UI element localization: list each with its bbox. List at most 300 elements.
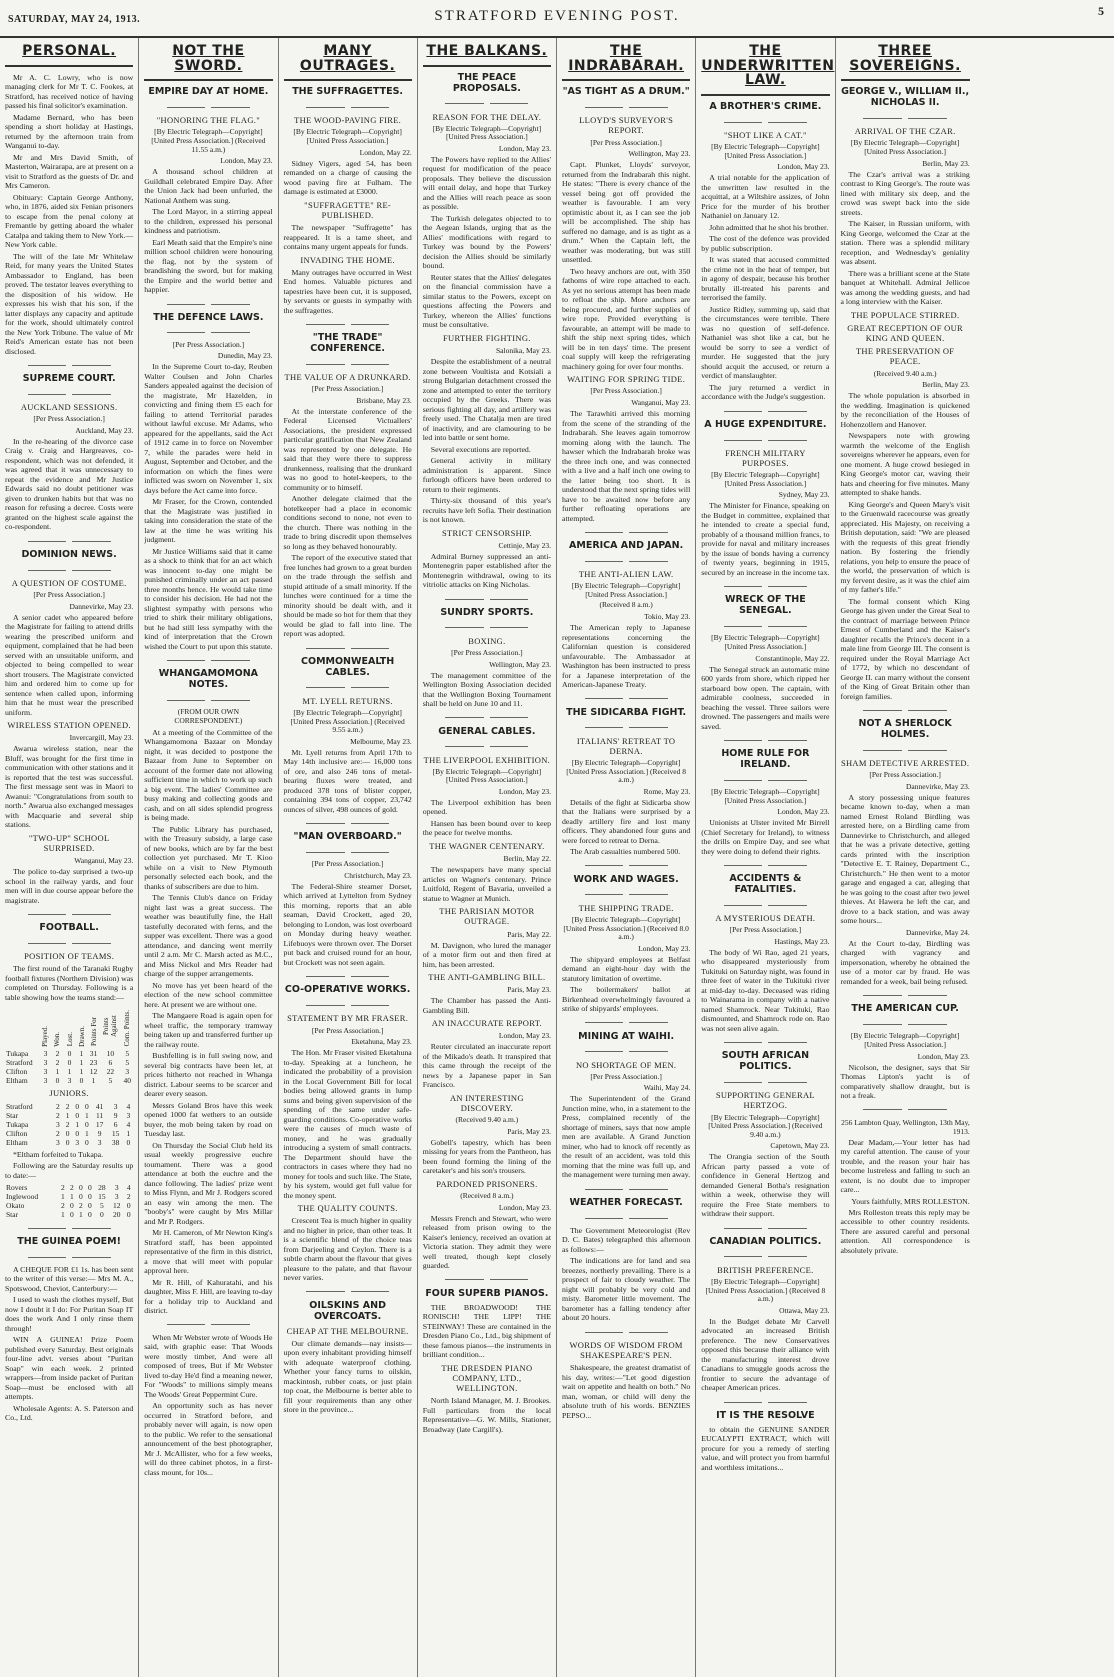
table-cell: 2 bbox=[65, 1101, 70, 1111]
column-header-label: Com. Points. bbox=[123, 1009, 132, 1047]
article-paragraph: THE BROADWOOD! THE RONISCH! THE LIPP! THE STEINWAY! These are contained in the Dresden Piano Co., Ltd., big shipment of these famous pianos—the instruments in brilliant condition... bbox=[422, 1302, 551, 1360]
dateline: Wellington, May 23. bbox=[628, 149, 691, 159]
article-paragraph: Many outrages have occurred in West End homes. Valuable pictures and tapestries have been cut, it is supposed, by servants or guests in sympathy with the suffragettes. bbox=[283, 267, 412, 315]
table-cell: 2 bbox=[55, 1049, 60, 1059]
wire-credit: (Received 9.40 a.m.) bbox=[873, 368, 937, 378]
divider bbox=[701, 860, 829, 869]
article-paragraph: The Arab casualties numbered 500. bbox=[570, 847, 681, 857]
column-headline: PERSONAL. bbox=[22, 43, 117, 59]
subheading: JUNIORS. bbox=[49, 1088, 89, 1099]
table-cell: 10 bbox=[106, 1049, 115, 1059]
table-cell: 1 bbox=[70, 1192, 74, 1202]
dateline: London, May 22. bbox=[359, 147, 412, 157]
table-cell: 23 bbox=[89, 1058, 98, 1068]
section-heading: THE SUFFRAGETTES. bbox=[292, 86, 404, 98]
table-cell: 0 bbox=[70, 1201, 74, 1211]
table-cell: 15 bbox=[111, 1128, 120, 1138]
table-row bbox=[5, 1138, 133, 1147]
article-paragraph: The newspaper "Suffragette" has reappeared. It is a tame sheet, and contains many urgent appeals for funds. bbox=[283, 223, 412, 252]
subheading: GREAT RECEPTION OF OUR KING AND QUEEN. bbox=[847, 322, 964, 344]
table-cell: 6 bbox=[108, 1058, 113, 1068]
section-heading: CO-OPERATIVE WORKS. bbox=[284, 984, 411, 996]
divider bbox=[841, 79, 970, 81]
table-cell: 0 bbox=[79, 1192, 83, 1202]
wire-credit: [By Electric Telegraph—Copyright] [United Press Association.] bbox=[711, 142, 820, 160]
article-paragraph: The indications are for land and sea breezes, northerly prevailing. There is a prospect of fair to cloudy weather. The night will probably be very cold and misty. Barometer little movement. The barometer has a falling tendency after about 20 hours. bbox=[562, 1256, 691, 1323]
divider bbox=[701, 621, 829, 630]
subheading: AN INACCURATE REPORT. bbox=[431, 1018, 542, 1029]
divider bbox=[562, 527, 690, 536]
subheading: AN INTERESTING DISCOVERY. bbox=[449, 1092, 524, 1114]
table-cell: 5 bbox=[99, 1201, 104, 1211]
table-cell: 0 bbox=[75, 1101, 80, 1111]
divider bbox=[562, 1327, 690, 1336]
section-heading: EMPIRE DAY AT HOME. bbox=[148, 86, 269, 98]
article-paragraph: There was a brilliant scene at the State banquet at Whitehall. Admiral Jellicoe was among the wedding guests, and had a long interview with the Kaiser. bbox=[840, 268, 970, 307]
article-paragraph: The Powers have replied to the Allies' request for modification of the peace proposals. They believe the discussion will entail delay, and hope that Turkey and the Allies will reach peace as soon as possible. bbox=[422, 154, 551, 212]
column-header-label: Won. bbox=[53, 1031, 62, 1047]
article-paragraph: The formal consent which King George has given under the Great Seal to the contract of marriage between Prince Ernest of Cumberland and the Kaiser's daughter recalls the Prince's decent in a male line from George III. The consent is required under the Royal Marriage Act of 1772, by which no descendant of George II. can marry without the consent of the King of Great Britain other than foreign families. bbox=[840, 596, 970, 701]
divider bbox=[284, 1000, 412, 1009]
article-paragraph: The will of the late Mr Whitelaw Reid, for many years the United States Ambassador to England, has been proved. The testator leaves everything to the disposition of his widow. He expresses his wish that his son, if the latter displays any capacity and aptitude for the work, should ultimately control the New York Tribune. The value of Mr Reid's American estate has not been disclosed. bbox=[5, 251, 134, 356]
article-paragraph: Bushfelling is in full swing now, and several big contracts have been let, at prices hitherto not reached in Whanga district. Labour seems to be scarcer and dearer every season. bbox=[144, 1051, 273, 1098]
dateline: Waihi, May 24. bbox=[643, 1083, 691, 1093]
wire-credit: [By Electric Telegraph—Copyright] [United Press Association.] (Received 9.55 a.m.) bbox=[290, 707, 405, 735]
article-paragraph: The Senegal struck an automatic mine 600 yards from shore, which ripped her starboard bow open. The captain, with admirable coolness, succeeded in beaching the vessel. Three sailors were drowned. The passengers and mails were saved. bbox=[701, 664, 830, 731]
column-header-label: Played. bbox=[41, 1025, 50, 1047]
standings-table bbox=[5, 1005, 133, 1085]
subheading: ITALIANS' RETREAT TO DERNA. bbox=[576, 735, 676, 756]
table-cell: 17 bbox=[95, 1119, 104, 1129]
table-cell: 2 bbox=[61, 1183, 65, 1193]
divider bbox=[284, 1287, 412, 1296]
divider bbox=[562, 556, 690, 565]
subheading: THE ANTI-GAMBLING BILL. bbox=[428, 972, 546, 982]
wire-credit: (FROM OUR OWN CORRESPONDENT.) bbox=[174, 707, 243, 725]
dateline: Tokio, May 23. bbox=[644, 612, 691, 622]
wire-credit: [By Electric Telegraph—Copyright] [United Press Association.] (Received 8 a.m.) bbox=[705, 1277, 826, 1304]
section-heading: THE DEFENCE LAWS. bbox=[153, 311, 264, 323]
column-header bbox=[100, 1005, 122, 1049]
article-paragraph: It was stated that accused committed the crime not in the heat of temper, but in agony of despair, because his brother brutally ill-treated his parents and terrorised the family. bbox=[701, 255, 830, 303]
table-row bbox=[5, 1183, 133, 1192]
table-cell: 1 bbox=[126, 1128, 131, 1138]
article-paragraph: The report of the executive stated that free lunches had grown to a great burden on the trade through the selfish and stupid attitude of a small minority. If the lunches were continued for a time the minority should be dealt with, and it should be made so hot for them that they would be glad to fall into line. The report was adopted. bbox=[283, 553, 412, 639]
table-cell: Star bbox=[6, 1210, 19, 1220]
divider bbox=[841, 990, 970, 999]
section-heading: THE PEACE PROPOSALS. bbox=[452, 71, 521, 94]
article-paragraph: At a meeting of the Committee of the Whangamomona Bazaar on Monday night, it was decided to postpone the Bazaar from June to September on account of the former date not allowing sufficient time in which to work up such a big event. The ladies' Committee are busy making and collecting goods and cash, and on all sides splendid progress is being made. bbox=[144, 727, 273, 822]
divider bbox=[562, 723, 690, 732]
article-paragraph: The Turkish delegates objected to to the Aegean Islands, urging that as the Allies' modifications with regard to Turkey was bound by the Powers' decision the Allies should be similarly bound. bbox=[422, 213, 551, 271]
divider bbox=[841, 745, 970, 754]
standings-table bbox=[5, 1183, 133, 1219]
section-heading: IT IS THE RESOLVE bbox=[716, 1409, 815, 1421]
article-paragraph: Hansen has been bound over to keep the peace for twelve months. bbox=[422, 818, 551, 838]
divider bbox=[5, 938, 133, 947]
subheading: PARDONED PRISONERS. bbox=[436, 1178, 538, 1189]
article-paragraph: Wholesale Agents: A. S. Paterson and Co., Ltd. bbox=[5, 1403, 134, 1423]
column-header-label: Drawn. bbox=[77, 1025, 86, 1047]
article-paragraph: Despite the establishment of a neutral zone between Voultista and Kotsiali a strong Bulgarian detachment crossed the zone and attempted to enter the territory occupied by the Greeks. There was serious fighting all day, and artillery was freely used. The Chatalja men are tired of inactivity, and are clamouring to be led into battle or sent home. bbox=[422, 357, 551, 443]
subheading: WORDS OF WISDOM FROM SHAKESPEARE'S PEN. bbox=[569, 1339, 683, 1361]
article-paragraph: Another delegate claimed that the hotelkeeper had a place in economic conditions second to none, not even to the church. There was nothing in the trade to bring discredit upon themselves so long as they behaved honourably. bbox=[283, 494, 412, 551]
table-row bbox=[5, 1049, 133, 1058]
table-cell: 9 bbox=[113, 1110, 118, 1120]
article-paragraph: WIN A GUINEA! Prize Poem published every Saturday. Best originals four-line advt. verses about "Puritan Soap" win each week. 2 printed wrappers—from inside packet of Puritan Soap—must be enclosed with all attempts. bbox=[5, 1335, 134, 1402]
table-header-row bbox=[5, 1005, 133, 1049]
dateline: Christchurch, May 23. bbox=[344, 870, 412, 880]
table-cell: 0 bbox=[84, 1119, 89, 1129]
table-cell: 0 bbox=[88, 1210, 92, 1220]
article-paragraph: Mrs Rolleston treats this reply may be accessible to other country residents. There are assured careful and personal attention. All correspondence is absolutely private. bbox=[840, 1207, 970, 1255]
table-cell: 0 bbox=[65, 1137, 70, 1147]
divider bbox=[562, 1047, 690, 1056]
divider bbox=[841, 1019, 970, 1028]
subheading: THE SHIPPING TRADE. bbox=[578, 902, 674, 913]
article-paragraph: In the re-hearing of the divorce case Craig v. Craig and Hargreaves, co-respondent, which was not defended, it was agreed that it was unnecessary to repeat the evidence and Mr Justice Edwards said no doubt petitioner was given to drunken habits but that was no reason for refusing a decree. Costs were granted on the highest scale against the co-respondent. bbox=[5, 436, 134, 532]
article-paragraph: The police to-day surprised a two-up school in the railway yards, and four men will in due course appear before the magistrate. bbox=[5, 867, 134, 905]
subheading: POSITION OF TEAMS. bbox=[24, 951, 115, 962]
table-cell: 31 bbox=[89, 1049, 98, 1059]
dateline: Berlin, May 22. bbox=[503, 854, 551, 864]
section-heading: A BROTHER'S CRIME. bbox=[709, 101, 822, 113]
table-cell: 3 bbox=[114, 1183, 119, 1193]
table-cell: 5 bbox=[108, 1076, 113, 1086]
table-cell: 3 bbox=[43, 1076, 48, 1086]
article-paragraph: Thirty-six thousand of this year's recruits have left Sofia. Their destination is not known. bbox=[422, 496, 551, 525]
article-paragraph: Gobell's tapestry, which has been missing for years from the Pantheon, has been found forming the lining of the caretaker's and his son's trousers. bbox=[422, 1137, 551, 1176]
article-paragraph: Sidney Vigers, aged 54, has been remanded on a charge of causing the wood paving fire at Fulham. The damage is estimated at £3000. bbox=[283, 158, 412, 197]
table-cell: 3 bbox=[114, 1192, 119, 1202]
column-header-label: Points For bbox=[89, 1017, 98, 1047]
article-paragraph: Awarua wireless station, near the Bluff, was brought for the first time in communication with other stations and it is reported that the test was successful. The first message sent was in Maori to Awanui: "Congratulations from south to north." Awarua also exchanged messages with Macquarie and several ship stations. bbox=[5, 744, 134, 830]
wire-credit: [Per Press Association.] bbox=[172, 339, 245, 349]
wire-credit: [Per Press Association.] bbox=[590, 137, 662, 147]
table-cell: 0 bbox=[99, 1210, 104, 1220]
subheading: NO SHORTAGE OF MEN. bbox=[575, 1059, 677, 1070]
table-cell: 3 bbox=[43, 1049, 48, 1059]
subheading: A MYSTERIOUS DEATH. bbox=[715, 913, 816, 923]
section-heading: WHANGAMOMONA NOTES. bbox=[158, 668, 258, 691]
dateline: Paris, May 23. bbox=[507, 985, 551, 995]
divider bbox=[423, 742, 551, 751]
section-heading: "MAN OVERBOARD." bbox=[293, 831, 402, 843]
article-paragraph: Dear Madam,—Your letter has had my careful attention. The cause of your trouble, and the reason your hair has become lustreless and falling to such an extent, is no doubt due to improper care... bbox=[840, 1137, 970, 1195]
wire-credit: [Per Press Association.] bbox=[590, 1071, 662, 1081]
divider bbox=[144, 328, 272, 337]
column-header bbox=[64, 1005, 76, 1049]
section-heading: GENERAL CABLES. bbox=[438, 725, 536, 737]
divider bbox=[562, 79, 690, 81]
wire-credit: [Per Press Association.] bbox=[590, 386, 662, 396]
table-cell: 6 bbox=[113, 1119, 118, 1129]
dateline: Wanganui, May 23. bbox=[74, 856, 134, 866]
table-cell: 0 bbox=[65, 1128, 70, 1138]
table-cell: 0 bbox=[84, 1101, 89, 1111]
divider bbox=[144, 655, 272, 664]
article-paragraph: The Orangia section of the South African party passed a vote of confidence in General Hertzog and demanded General Botha's resignation within a week, otherwise they will require the Free State members to withdraw their support. bbox=[701, 1152, 830, 1219]
subheading: FRENCH MILITARY PURPOSES. bbox=[725, 447, 806, 469]
article-paragraph: John admitted that he shot his brother. bbox=[709, 222, 829, 232]
divider bbox=[284, 319, 412, 328]
article-paragraph: The newspapers have many special articles on Wagner's centenary. Prince Luitfold, Regent of Bavaria, unveiled a statue to Wagner at Munich. bbox=[422, 865, 551, 903]
subheading: ARRIVAL OF THE CZAR. bbox=[854, 126, 956, 137]
dateline: Hastings, May 23. bbox=[774, 936, 830, 946]
article-paragraph: The body of Wi Rao, aged 21 years, who disappeared mysteriously from Tukituki on Saturday night, was found in three feet of water in the Tukituki river at mid-day to-day. Deceased was riding to Wainarama in company with a native named Shamrock. Near Tukituki, Rao dismounted, and Shamrock rode on. Rao was not seen alive again. bbox=[701, 947, 830, 1033]
wire-credit: [By Electric Telegraph—Copyright] [United Press Association.] bbox=[711, 633, 820, 651]
wire-credit: (Received 8 a.m.) bbox=[460, 1191, 514, 1201]
dateline: London, May 23. bbox=[638, 943, 691, 953]
divider bbox=[562, 1184, 690, 1193]
column-headline: THE INDRABARAH. bbox=[568, 43, 685, 74]
subheading: THE WOOD-PAVING FIRE. bbox=[294, 115, 402, 126]
news-column bbox=[696, 38, 835, 1677]
dateline: Berlin, May 23. bbox=[922, 380, 970, 390]
table-cell: 3 bbox=[43, 1067, 48, 1077]
wire-credit: [Per Press Association.] bbox=[311, 859, 384, 869]
article-paragraph: Several executions are reported. bbox=[430, 444, 531, 454]
dateline: Dunedin, May 23. bbox=[217, 351, 273, 361]
subheading: THE DRESDEN PIANO COMPANY, LTD., WELLINGTON. bbox=[441, 1362, 533, 1393]
column-header bbox=[51, 1005, 63, 1049]
divider bbox=[562, 102, 690, 111]
subheading: THE LIVERPOOL EXHIBITION. bbox=[423, 754, 551, 765]
table-cell: 0 bbox=[70, 1210, 74, 1220]
table-cell: Okato bbox=[6, 1201, 25, 1211]
article-paragraph: The shipyard employees at Belfast demand an eight-hour day with the statutory limitation of overtime. bbox=[562, 954, 691, 983]
table-cell: 3 bbox=[56, 1137, 60, 1147]
table-cell: 5 bbox=[125, 1049, 130, 1059]
article-paragraph: Capt. Plunket, Lloyds' surveyor, returned from the Indrabarah this night. He states: "There is every chance of the vessel being got off provided the weather is favourable. I am very optimistic about it, as I can see the job will be accomplished. The ship has suffered no damage, and is as tight as a drum." When the Captain left, the weather was moderating, but was still unsettled. bbox=[562, 160, 691, 265]
subheading: FURTHER FIGHTING. bbox=[443, 332, 531, 343]
table-row bbox=[5, 1192, 133, 1201]
subheading: LLOYD'S SURVEYOR'S REPORT. bbox=[579, 115, 674, 136]
table-cell: 4 bbox=[126, 1101, 131, 1111]
article-paragraph: *Eltham forfeited to Tukapa. bbox=[13, 1149, 104, 1159]
divider bbox=[562, 694, 690, 703]
news-column bbox=[139, 38, 278, 1677]
divider bbox=[144, 79, 272, 81]
columns bbox=[0, 38, 1114, 1677]
column-header bbox=[39, 1005, 51, 1049]
table-cell: Clifton bbox=[6, 1067, 28, 1077]
page-number: 5 bbox=[1098, 4, 1104, 18]
article-paragraph: The Government Meteorologist (Rev D. C. Bates) telegraphed this afternoon as follows:— bbox=[562, 1225, 691, 1254]
divider bbox=[5, 536, 133, 545]
divider bbox=[701, 117, 829, 126]
article-paragraph: The Hon. Mr Fraser visited Eketahuna to-day. Speaking at a luncheon, he indicated the probability of a provision in the Local Government Bill for local bodies being allowed grants in lump sums and being given supervision of the spending of the same under safe-guarding conditions. Co-operative works were the causes of much waste of money, and he was gradually introducing a system of small contracts. The Department should have the contractors in cases where they had no money for tools and such like. The State, by his system, would get full value for the money spent. bbox=[283, 1048, 412, 1200]
wire-credit: [By Electric Telegraph—Copyright] [United Press Association.] (Received 11.55 a.m.) bbox=[151, 127, 266, 154]
issue-date: SATURDAY, MAY 24, 1913. bbox=[8, 14, 141, 25]
article-paragraph: Newspapers note with growing warmth the welcome of the English sovereigns wherever he appears, even for one moment. A huge crowd besieged in King George's motor car, waving their hats and cheering for five minutes. Many attempted to shake hands. bbox=[840, 431, 970, 498]
dateline: London, May 23. bbox=[498, 786, 551, 796]
table-cell: 1 bbox=[61, 1192, 65, 1202]
article-paragraph: to obtain the GENUINE SANDER EUCALYPTI EXTRACT, which will procure for you a remedy of sterling value, and will protect you from harmful and worthless imitations... bbox=[701, 1424, 830, 1472]
dateline: London, May 23. bbox=[498, 1031, 551, 1041]
table-cell: 1 bbox=[65, 1110, 70, 1120]
article-paragraph: Nicolson, the designer, says that Sir Thomas Lipton's yacht is of comparatively shallow draught, but is not a freak. bbox=[840, 1062, 970, 1101]
article-paragraph: Unionists at Ulster invited Mr Birrell (Chief Secretary for Ireland), to witness the drills on Empire Day, and see what they were doing to defend their rights. bbox=[701, 818, 830, 856]
table-cell: 3 bbox=[126, 1110, 131, 1120]
subheading: "SUFFRAGETTE" RE-PUBLISHED. bbox=[304, 199, 392, 220]
table-cell: 12 bbox=[112, 1201, 121, 1211]
table-cell: Tukapa bbox=[6, 1119, 29, 1129]
table-cell: 2 bbox=[70, 1183, 74, 1193]
subheading: "HONORING THE FLAG." bbox=[156, 115, 260, 126]
article-paragraph: A thousand school children at Guildhall celebrated Empire Day. After the Union Jack had been unfurled, the National Anthem was sung. bbox=[144, 167, 273, 205]
wire-credit: [Per Press Association.] bbox=[311, 384, 384, 394]
table-cell: 15 bbox=[98, 1192, 106, 1202]
table-cell: 4 bbox=[126, 1183, 131, 1193]
dateline: Paris, May 22. bbox=[507, 929, 551, 939]
divider bbox=[701, 94, 829, 96]
subheading: "SHOT LIKE A CAT." bbox=[723, 129, 807, 140]
subheading: WAITING FOR SPRING TIDE. bbox=[567, 374, 686, 385]
wire-credit: [By Electric Telegraph—Copyright] [United Press Association.] bbox=[432, 123, 542, 142]
dateline: Dannevirke, May 23. bbox=[906, 781, 970, 791]
table-cell: 11 bbox=[96, 1110, 104, 1120]
section-heading: "AS TIGHT AS A DRUM." bbox=[562, 86, 690, 98]
article-paragraph: In the Budget debate Mr Carvell advocated an increased British preference. The new Conservatives opposed this because their alliance with the manufacturing interest drove Canadians to smuggle goods across the frontier to secure the advantage of cheaper American prices. bbox=[701, 1316, 830, 1393]
divider bbox=[284, 359, 412, 368]
article-paragraph: A senior cadet who appeared before the Magistrate for failing to attend drills wearing the prescribed uniform and equipment, complained that he had been served with an unsuitable uniform, and objected to being compelled to wear short trousers. The Magistrate convicted him and ordered him to come up for sentence when called upon, informing him that he must wear the prescribed uniform. bbox=[5, 612, 134, 717]
article-paragraph: Mr Fraser, for the Crown, contended that the Magistrate was justified in taking into consideration the state of the law at the time he was writing his judgment. bbox=[144, 497, 273, 545]
table-cell: 3 bbox=[56, 1119, 60, 1129]
dateline: Ottawa, May 23. bbox=[779, 1305, 830, 1315]
section-heading: FOOTBALL. bbox=[39, 922, 99, 934]
wire-credit: (Received 9.40 a.m.) bbox=[455, 1115, 519, 1125]
table-cell: 3 bbox=[67, 1076, 72, 1086]
divider bbox=[841, 113, 970, 122]
article-paragraph: The Tennis Club's dance on Friday night last was a great success. The weather was beautifully fine, the Hall tastefully decorated with ferns, and the supper was excellent. There was a good attendance, and dancing went merrily until 2 a.m. Mr C. Marsh acted as M.C., and Miss Nickol and Mrs Reader had charge of the supper arrangements. bbox=[144, 893, 273, 978]
subheading: THE POPULACE STIRRED. bbox=[850, 309, 960, 320]
article-paragraph: The Mangaere Road is again open for wheel traffic, the temporary tramway being taken up and transferred further up the railway route. bbox=[144, 1011, 273, 1049]
table-cell: 2 bbox=[56, 1110, 60, 1120]
article-paragraph: Mr H. Cameron, of Mr Newton King's Stratford staff, has been appointed representative of the firm in this district, a move that will meet with popular approval here. bbox=[144, 1228, 273, 1275]
section-heading: WORK AND WAGES. bbox=[573, 873, 679, 885]
section-heading: "THE TRADE" CONFERENCE. bbox=[310, 332, 386, 355]
subheading: AUCKLAND SESSIONS. bbox=[20, 402, 118, 413]
table-cell: 2 bbox=[65, 1119, 70, 1129]
masthead bbox=[0, 0, 1114, 38]
dateline: Wellington, May 23. bbox=[489, 659, 551, 669]
article-paragraph: Shakespeare, the greatest dramatist of his day, writes:—"Let good digestion wait on appetite and health on both." No man, woman, or child will deny the absolute truth of his words. BENZIES PEPSO... bbox=[562, 1363, 691, 1420]
column-header bbox=[5, 1005, 39, 1049]
subheading: THE VALUE OF A DRUNKARD. bbox=[284, 372, 411, 383]
dateline: Eketahuna, May 23. bbox=[351, 1037, 412, 1047]
divider bbox=[701, 581, 829, 590]
article-paragraph: No move has yet been heard of the election of the new school committee here. At present we are without one. bbox=[144, 980, 273, 1009]
table-cell: 1 bbox=[67, 1067, 72, 1077]
article-paragraph: The Superintendent of the Grand Junction mine, who, in a statement to the Press, complained recently of the shortage of miners, says that now ample men are available. A Grand Junction miner, who had to knock off recently as the result of an accident, was told this morning that the mine was full up, and the management were turning men away. bbox=[562, 1094, 691, 1180]
table-cell: 1 bbox=[79, 1067, 84, 1077]
subheading: STATEMENT BY MR FRASER. bbox=[287, 1013, 409, 1024]
table-cell: 3 bbox=[125, 1067, 130, 1077]
divider bbox=[701, 900, 829, 909]
table-cell: 1 bbox=[79, 1049, 84, 1059]
subheading: CHEAP AT THE MELBOURNE. bbox=[286, 1325, 409, 1336]
divider bbox=[423, 65, 551, 67]
divider bbox=[701, 1037, 829, 1046]
table-cell: 2 bbox=[126, 1192, 131, 1202]
dateline: Auckland, May 23. bbox=[75, 425, 134, 435]
article-paragraph: At the Court to-day, Birdling was charged with vagrancy and impersonation, whereby he obtained the use of a motor car by fraud. He was remanded for a week, bail being refused. bbox=[840, 938, 970, 986]
table-cell: 0 bbox=[75, 1110, 80, 1120]
dateline: Salonika, May 23. bbox=[496, 346, 551, 356]
wire-credit: (Received 8 a.m.) bbox=[599, 600, 653, 610]
table-cell: 3 bbox=[75, 1137, 80, 1147]
article-paragraph: At the interstate conference of the Federal Licensed Victuallers' Associations, the president expressed particular gratification that New Zealand was represented by one delegate. He said that they were there to suppress drunkenness, realising that the drunkard was no good to hotel-keepers, to the community or to himself. bbox=[283, 406, 412, 492]
article-paragraph: An opportunity such as has never occurred in Stratford before, and probably never will again, is now open to the public. We refer to the sensational announcement of the best photographer, Mr J. McAllister, who for a few weeks, will do three cabinet photos, in a first-class mount, for 10s... bbox=[144, 1401, 273, 1477]
table-cell: 1 bbox=[79, 1058, 84, 1068]
divider bbox=[701, 1077, 829, 1086]
table-row bbox=[5, 1201, 133, 1210]
section-heading: DOMINION NEWS. bbox=[21, 548, 117, 560]
dateline: Paris, May 23. bbox=[507, 1126, 551, 1136]
subheading: BRITISH PREFERENCE. bbox=[717, 1264, 814, 1275]
divider bbox=[423, 594, 551, 603]
wire-credit: [Per Press Association.] bbox=[451, 647, 523, 657]
article-paragraph: Messrs Goland Bros have this week opened 1000 fat wethers to an outside buyer, the mob being taken by road on Tuesday last. bbox=[144, 1100, 273, 1138]
subheading: BOXING. bbox=[468, 635, 506, 646]
article-paragraph: The Tarawhiti arrived this morning from the scene of the stranding of the Indrabarah. She leaves again tomorrow morning along with the launch. The hawser which the Indrabarah broke was the three inch one, and was connected with a live and a half inch one owing to the latter being too short. It is understood that the next spring tides will have to be awaited now before any further refloating operations are attempted. bbox=[562, 409, 691, 523]
article-paragraph: Mr A. C. Lowry, who is now managing clerk for Mr T. C. Fookes, at Stratford, has received notice of having passed his final solicitor's examination. bbox=[5, 72, 134, 111]
subheading: THE WAGNER CENTENARY. bbox=[429, 840, 545, 851]
table-cell: Stratford bbox=[6, 1101, 33, 1111]
table-cell: 0 bbox=[75, 1128, 80, 1138]
divider bbox=[284, 971, 412, 980]
divider bbox=[5, 565, 133, 574]
divider bbox=[562, 861, 690, 870]
divider bbox=[144, 102, 272, 111]
section-heading: MINING AT WAIHI. bbox=[578, 1030, 675, 1042]
table-cell: 2 bbox=[56, 1101, 60, 1111]
table-cell: 22 bbox=[106, 1067, 115, 1077]
table-cell: Inglewood bbox=[6, 1192, 39, 1202]
table-cell: 0 bbox=[126, 1137, 131, 1147]
subheading: REASON FOR THE DELAY. bbox=[432, 111, 542, 122]
wire-credit: [By Electric Telegraph—Copyright] [United Press Association.] (Received 8.0 a.m.) bbox=[563, 914, 689, 942]
article-paragraph: General activity in military administration is apparent. Since furlough officers have been ordered to return to their regiments. bbox=[422, 456, 551, 494]
divider bbox=[423, 99, 551, 108]
subheading: A QUESTION OF COSTUME. bbox=[11, 577, 127, 588]
article-paragraph: A trial notable for the application of the unwritten law resulted in the acquittal, at a Wiltshire assizes, of John Price for the murder of his brother Nathaniel on January 12. bbox=[701, 173, 830, 221]
article-paragraph: Earl Meath said that the Empire's nine million school children were honouring the flag, not by the system of brandishing the sword, but for making the Empire and the world better and happier. bbox=[144, 237, 273, 295]
article-paragraph: When Mr Webster wrote of Woods He said, with graphic ease: That Woods were mostly timber, And were all composed of trees, But if Mr Webster lived to-day He'd find a meaning newer, For "Woods" to millions simply means The Woods' Great Peppermint Cure. bbox=[144, 1332, 273, 1399]
table-cell: 38 bbox=[111, 1137, 120, 1147]
section-heading: ACCIDENTS & FATALITIES. bbox=[729, 873, 802, 896]
dateline: Brisbane, May 23. bbox=[356, 395, 412, 405]
divider bbox=[841, 1105, 970, 1114]
subheading: INVADING THE HOME. bbox=[300, 254, 395, 265]
article-paragraph: Reuter circulated an inaccurate report of the Mikado's death. It transpired that this came through the receipt of the news by a Japanese paper in San Francisco. bbox=[422, 1042, 551, 1090]
table-cell: 1 bbox=[91, 1076, 96, 1086]
table-row bbox=[5, 1210, 133, 1219]
news-column bbox=[279, 38, 418, 1677]
section-heading: SUNDRY SPORTS. bbox=[440, 606, 534, 618]
table-cell: Clifton bbox=[6, 1128, 28, 1138]
divider bbox=[5, 389, 133, 398]
wire-credit: [By Electric Telegraph—Copyright] [United Press Association.] bbox=[432, 766, 542, 785]
table-row bbox=[5, 1111, 133, 1120]
section-heading: CANADIAN POLITICS. bbox=[709, 1235, 822, 1247]
table-cell: 40 bbox=[123, 1076, 131, 1086]
divider bbox=[144, 299, 272, 308]
article-paragraph: Mr Justice Williams said that it came as a shock to think that for an act which was innocent to-day one might be punished criminally under an act passed three months hence. He would take time to consider his decision. He had not the slightest sympathy with persons who tried to shirk their military obligations, but he had still less sympathy with the kind of interpretation that the Crown wished the Court to put upon this statute. bbox=[144, 546, 273, 651]
table-cell: 28 bbox=[98, 1183, 106, 1193]
article-paragraph: The Public Library has purchased, with the Treasury subsidy, a large case of new books, which are by far the best collection yet purchased. Mr T. Kioo while on a visit to New Plymouth personally selected each book, and the thanks of subscribers are due to him. bbox=[144, 824, 273, 891]
